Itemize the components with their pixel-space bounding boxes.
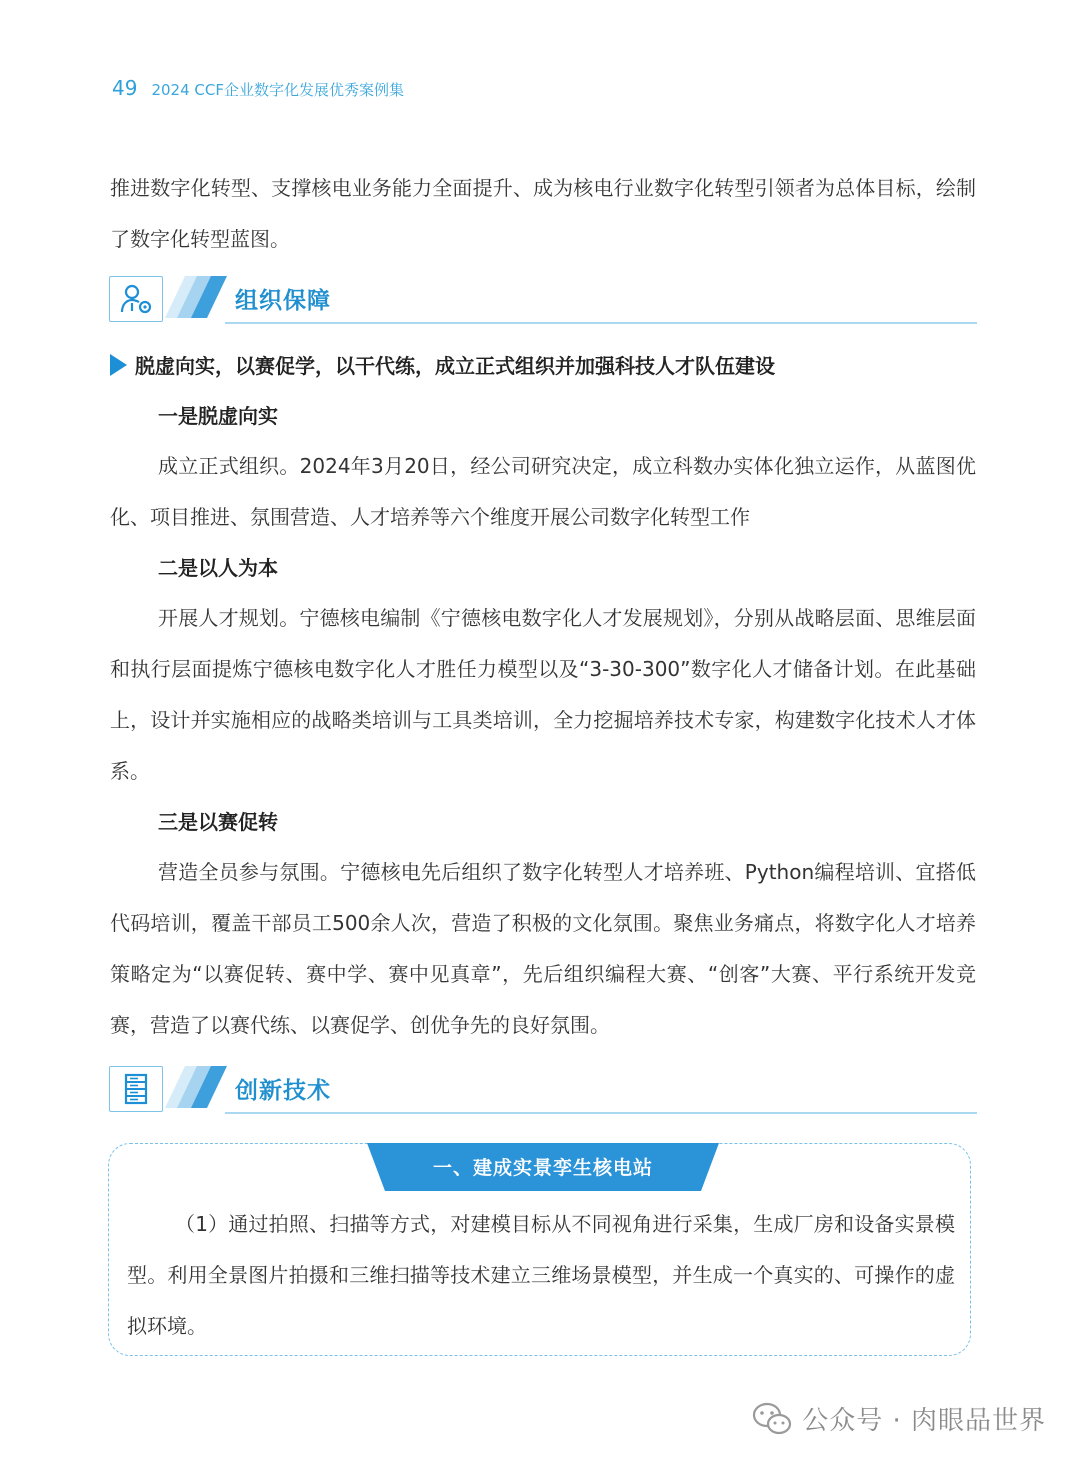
watermark-text: 公众号 · 肉眼品世界 [802,1406,1046,1436]
topic-text: 脱虚向实，以赛促学，以干代练，成立正式组织并加强科技人才队伍建设 [135,354,775,378]
triangle-bullet-icon [110,354,127,376]
item-body: 营造全员参与氛围。宁德核电先后组织了数字化转型人才培养班、Python编程培训、宜搭低代码培训，覆盖干部员工500余人次，营造了积极的文化氛围。聚焦业务痛点，将数字化人才培养策略定为“以赛促转、赛中学、赛中见真章”，先后组织编程大赛、“创客”大赛、平行系统开发竞赛，营造了以赛代练、以赛促学、创优争先的良好氛围。 [110,860,976,1037]
person-gear-icon [120,283,154,315]
page-number: 49 [112,76,138,100]
intro-paragraph: 推进数字化转型、支撑核电业务能力全面提升、成为核电行业数字化转型引领者为总体目标，绘制了数字化转型蓝图。 [110,176,976,251]
section-icon-box [109,1066,163,1112]
section-header-org [109,276,977,326]
decorative-stripes [163,272,233,322]
section-icon-box [109,276,163,322]
book-title: 2024 CCF企业数字化发展优秀案例集 [151,81,404,99]
section-title-tech: 创新技术 [235,1078,331,1104]
item-heading: 三是以赛促转 [158,810,278,834]
server-icon [120,1073,152,1105]
card-body: （1）通过拍照、扫描等方式，对建模目标从不同视角进行采集，生成厂房和设备实景模型。利用全景图片拍摄和三维扫描等技术建立三维场景模型，并生成一个真实的、可操作的虚拟环境。 [127,1212,955,1338]
page-header [112,76,404,104]
decorative-stripes [163,1062,233,1112]
topic-line [110,350,775,379]
item-heading: 二是以人为本 [158,556,278,580]
card-tab-label: 一、建成实景孪生核电站 [432,1157,653,1179]
item-body: 成立正式组织。2024年3月20日，经公司研究决定，成立科数办实体化独立运作，从蓝图优化、项目推进、氛围营造、人才培养等六个维度开展公司数字化转型工作 [110,454,976,529]
highlight-card [108,1143,971,1356]
watermark [752,1400,1046,1437]
section-title-org: 组织保障 [235,288,331,314]
wechat-icon [752,1402,792,1436]
item-body: 开展人才规划。宁德核电编制《宁德核电数字化人才发展规划》，分别从战略层面、思维层面和执行层面提炼宁德核电数字化人才胜任力模型以及“3-30-300”数字化人才储备计划。在此基础上，设计并实施相应的战略类培训与工具类培训，全力挖掘培养技术专家，构建数字化技术人才体系。 [110,606,976,783]
card-tab [367,1143,719,1191]
section-header-tech [109,1066,977,1116]
section-rule [225,1112,977,1114]
item-heading: 一是脱虚向实 [158,404,278,428]
section-rule [225,322,977,324]
